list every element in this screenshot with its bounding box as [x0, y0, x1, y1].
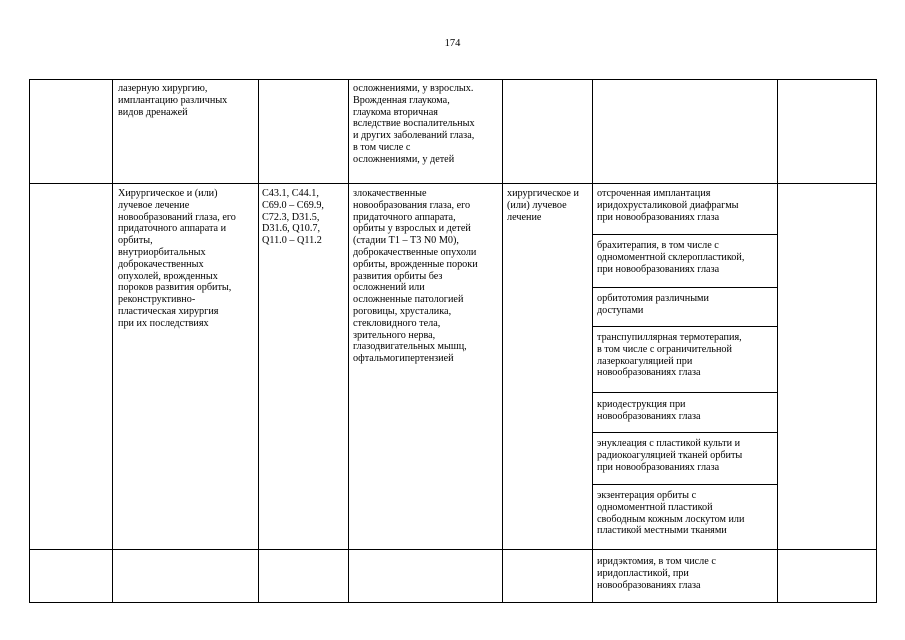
row-divider — [29, 549, 876, 550]
cell-treatment-continued: лазерную хирургию, имплантацию различных видов дренажей — [118, 83, 228, 118]
column-divider — [777, 79, 778, 603]
cell-diagnosis-continued: осложнениями, у взрослых. Врожденная глаукома, глаукома вторичная вследствие воспалительных и других заболеваний глаза, в том числе с осложнениями, у детей — [353, 83, 475, 165]
method-divider — [592, 234, 777, 235]
cell-treatment-type: хирургическое и (или) лучевое лечение — [507, 188, 579, 223]
method-divider — [592, 484, 777, 485]
column-divider — [258, 79, 259, 603]
column-divider — [112, 79, 113, 603]
cell-method: отсроченная имплантация иридохрусталиковой диафрагмы при новообразованиях глаза — [597, 188, 739, 223]
cell-method: транспупиллярная термотерапия, в том числе с ограничительной лазеркоагуляцией при новообразованиях глаза — [597, 332, 742, 379]
cell-treatment-profile: Хирургическое и (или) лучевое лечение новообразований глаза, его придаточного аппарата и орбиты, внутриорбитальных доброкачественных опухолей, врожденных пороков развития орбиты, реконструктивно- пластическая хирургия при их последствиях — [118, 188, 236, 329]
table-bottom-border — [29, 602, 876, 603]
page-number: 174 — [444, 38, 461, 49]
cell-diagnosis: злокачественные новообразования глаза, его придаточного аппарата, орбиты у взрослых и детей (стадии T1 – T3 N0 M0), доброкачественные опухоли орбиты, врожденные пороки развития орбиты без осложнений или осложненные патологией роговицы, хрусталика, стекловидного тела, зрительного нерва, глазодвигательных мышц, офтальмогипертензией — [353, 188, 478, 365]
method-divider — [592, 287, 777, 288]
table-left-border — [29, 79, 30, 603]
cell-method: брахитерапия, в том числе с одномоментной склеропластикой, при новообразованиях глаза — [597, 240, 745, 275]
cell-method: иридэктомия, в том числе с иридопластикой, при новообразованиях глаза — [597, 556, 716, 591]
row-divider — [29, 183, 876, 184]
method-divider — [592, 392, 777, 393]
method-divider — [592, 326, 777, 327]
cell-icd-codes: C43.1, C44.1, C69.0 – C69.9, C72.3, D31.5, D31.6, Q10.7, Q11.0 – Q11.2 — [262, 188, 324, 247]
column-divider — [502, 79, 503, 603]
method-divider — [592, 432, 777, 433]
table-top-border — [29, 79, 876, 80]
column-divider — [592, 79, 593, 603]
cell-method: криодеструкция при новообразованиях глаза — [597, 399, 701, 422]
cell-method: энуклеация с пластикой культи и радиокоагуляцией тканей орбиты при новообразованиях глаза — [597, 438, 743, 473]
cell-method: экзентерация орбиты с одномоментной пластикой свободным кожным лоскутом или пластикой местными тканями — [597, 490, 745, 537]
table-right-border — [876, 79, 877, 603]
cell-method: орбитотомия различными доступами — [597, 293, 709, 316]
column-divider — [348, 79, 349, 603]
